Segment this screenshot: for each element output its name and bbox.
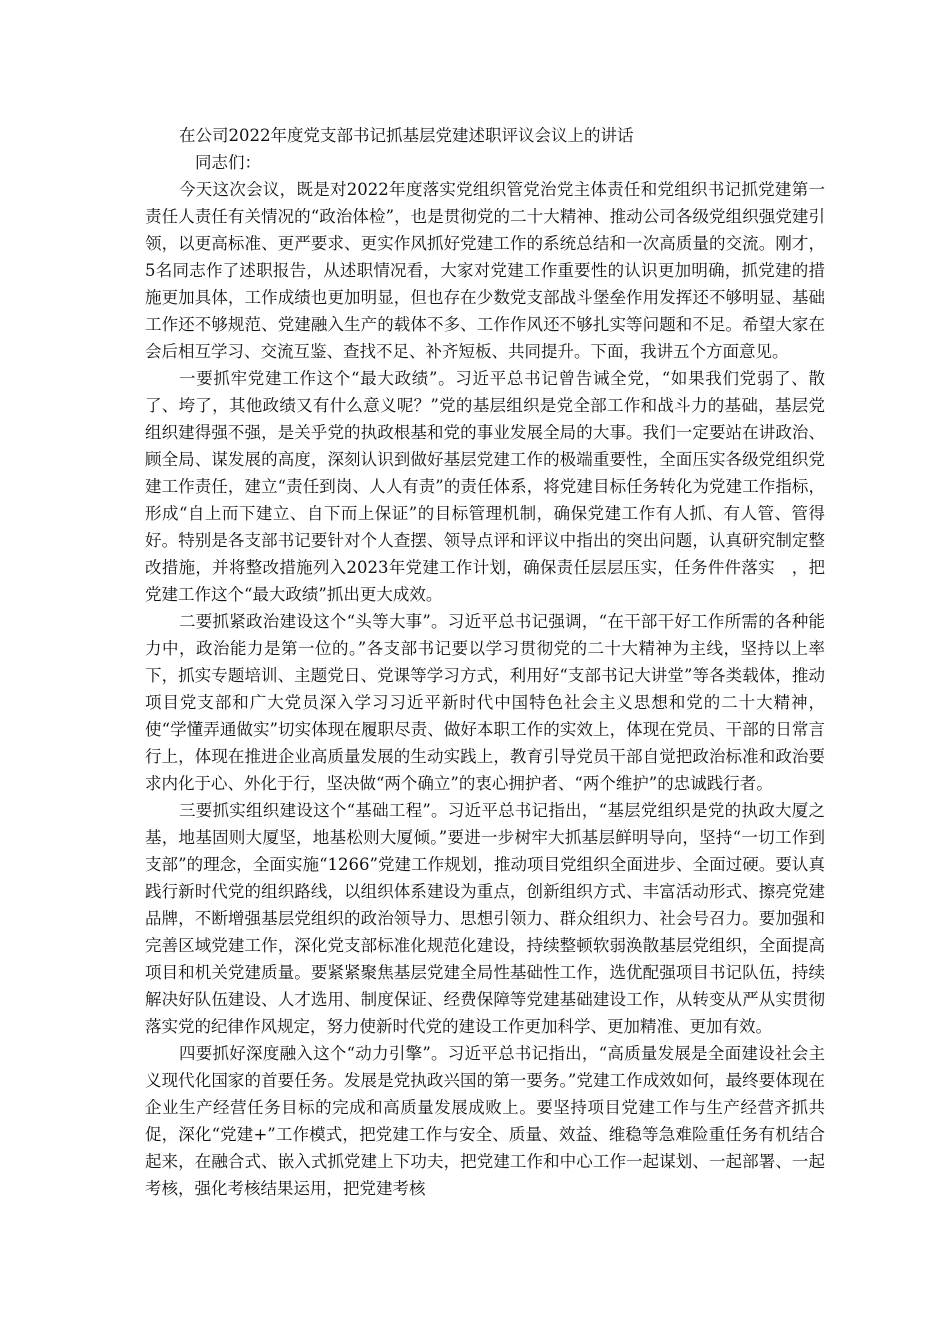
- paragraph-point-4: 四要抓好深度融入这个“动力引擎”。习近平总书记指出，“高质量发展是全面建设社会主义现代化国家的首要任务。发展是党执政兴国的第一要务。”党建工作成效如何，最终要体现在企业生产经营任务目标的完成和高质量发展成败上。要坚持项目党建工作与生产经营齐抓共促，深化“党建+”工作模式，把党建工作与安全、质量、效益、维稳等急难险重任务有机结合起来，在融合式、嵌入式抓党建上下功夫，把党建工作和中心工作一起谋划、一起部署、一起考核，强化考核结果运用，把党建考核: [145, 1044, 825, 1198]
- paragraph-point-2: 二要抓紧政治建设这个“头等大事”。习近平总书记强调，“在干部干好工作所需的各种能力中，政治能力是第一位的。”各支部书记要以学习贯彻党的二十大精神为主线，坚持以上率下，抓实专题培训、主题党日、党课等学习方式，利用好“支部书记大讲堂”等各类载体，推动项目党支部和广大党员深入学习习近平新时代中国特色社会主义思想和党的二十大精神，使“学懂弄通做实”切实体现在履职尽责、做好本职工作的实效上，体现在党员、干部的日常言行上，体现在推进企业高质量发展的生动实践上，教育引导党员干部自觉把政治标准和政治要求内化于心、外化于行，坚决做“两个确立”的衷心拥护者、“两个维护”的忠诚践行者。: [145, 612, 825, 793]
- paragraph-point-1: 一要抓牢党建工作这个“最大政绩”。习近平总书记曾告诫全党，“如果我们党弱了、散了、垮了，其他政绩又有什么意义呢？”党的基层组织是党全部工作和战斗力的基础，基层党组织建得强不强，是关乎党的执政根基和党的事业发展全局的大事。我们一定要站在讲政治、顾全局、谋发展的高度，深刻认识到做好基层党建工作的极端重要性，全面压实各级党组织党建工作责任，建立“责任到岗、人人有责”的责任体系，将党建目标任务转化为党建工作指标，形成“自上而下建立、自下而上保证”的目标管理机制，确保党建工作有人抓、有人管、管得好。特别是各支部书记要针对个人查摆、领导点评和评议中指出的突出问题，认真研究制定整改措施，并将整改措施列入2023年党建工作计划，确保责任层层压实，任务件件落实 ，把党建工作这个“最大政绩”抓出更大成效。: [145, 369, 825, 604]
- paragraph-point-3: 三要抓实组织建设这个“基础工程”。习近平总书记指出，“基层党组织是党的执政大厦之基，地基固则大厦坚，地基松则大厦倾。”要进一步树牢大抓基层鲜明导向，坚持“一切工作到支部”的理念，全面实施“1266”党建工作规划，推动项目党组织全面进步、全面过硬。要认真践行新时代党的组织路线，以组织体系建设为重点，创新组织方式、丰富活动形式、擦亮党建品牌，不断增强基层党组织的政治领导力、思想引领力、群众组织力、社会号召力。要加强和完善区域党建工作，深化党支部标准化规范化建设，持续整顿软弱涣散基层党组织，全面提高项目和机关党建质量。要紧紧聚焦基层党建全局性基础性工作，选优配强项目书记队伍，持续解决好队伍建设、人才选用、制度保证、经费保障等党建基础建设工作，从转变从严从实贯彻落实党的纪律作风规定，努力使新时代党的建设工作更加科学、更加精准、更加有效。: [145, 801, 825, 1036]
- document-page: [145, 122, 825, 1202]
- salutation: 同志们：: [195, 153, 261, 172]
- document-title: 在公司2022年度党支部书记抓基层党建述职评议会议上的讲话: [179, 126, 634, 145]
- paragraph-intro: 今天这次会议，既是对2022年度落实党组织管党治党主体责任和党组织书记抓党建第一责任人责任有关情况的“政治体检”，也是贯彻党的二十大精神、推动公司各级党组织强党建引领，以更高标准、更严要求、更实作风抓好党建工作的系统总结和一次高质量的交流。刚才，5名同志作了述职报告，从述职情况看，大家对党建工作重要性的认识更加明确，抓党建的措施更加具体，工作成绩也更加明显，但也存在少数党支部战斗堡垒作用发挥还不够明显、基础工作还不够规范、党建融入生产的载体不多、工作作风还不够扎实等问题和不足。希望大家在会后相互学习、交流互鉴、查找不足、补齐短板、共同提升。下面，我讲五个方面意见。: [145, 180, 825, 361]
